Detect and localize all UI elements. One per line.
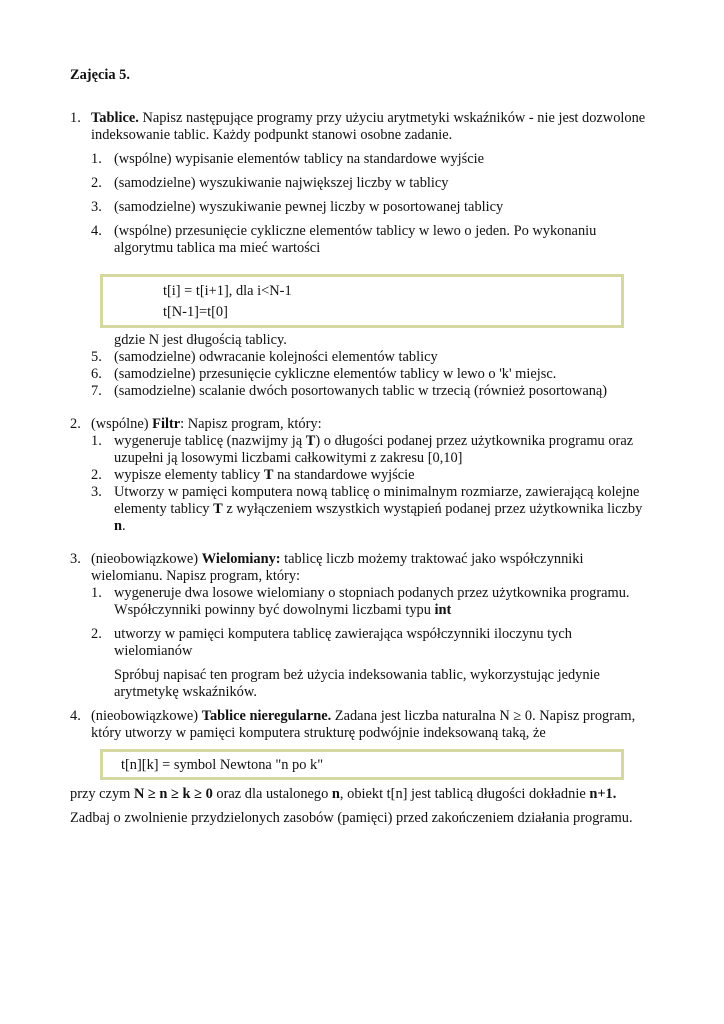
item-number: 1. bbox=[91, 433, 102, 449]
formula-line: t[N-1]=t[0] bbox=[163, 304, 228, 320]
task3-item2: utworzy w pamięci komputera tablicę zawierająca współczynniki iloczynu tych bbox=[114, 626, 572, 642]
item-number: 2. bbox=[91, 467, 102, 483]
task4-final-note: Zadbaj o zwolnienie przydzielonych zasobów (pamięci) przed zakończeniem działania programu. bbox=[70, 810, 633, 826]
task1-item4-cont: algorytmu tablica ma mieć wartości bbox=[114, 240, 321, 256]
item-number: 2. bbox=[91, 626, 102, 642]
task3-hint: Spróbuj napisać ten program beż użycia indeksowania tablic, wykorzystując jedynie bbox=[114, 667, 600, 683]
task-number: 3. bbox=[70, 551, 81, 567]
item-number: 1. bbox=[91, 585, 102, 601]
task2-item3: Utworzy w pamięci komputera nową tablicę o minimalnym rozmiarze, zawierającą kolejne bbox=[114, 484, 640, 500]
page-title: Zajęcia 5. bbox=[70, 67, 130, 83]
task1-note: gdzie N jest długością tablicy. bbox=[114, 332, 287, 348]
task-number: 4. bbox=[70, 708, 81, 724]
task4-intro: (nieobowiązkowe) Tablice nieregularne. Zadana jest liczba naturalna N ≥ 0. Napisz program, bbox=[91, 708, 636, 724]
task2-item1: wygeneruje tablicę (nazwijmy ją T) o długości podanej przez użytkownika programu oraz bbox=[114, 433, 634, 449]
task1-item4: (wspólne) przesunięcie cykliczne elementów tablicy w lewo o jeden. Po wykonaniu bbox=[114, 223, 597, 239]
task1-item7: (samodzielne) scalanie dwóch posortowanych tablic w trzecią (również posortowaną) bbox=[114, 383, 608, 399]
task2-item1-cont: uzupełni ją losowymi liczbami całkowitymi z zakresu [0,10] bbox=[114, 450, 463, 466]
formula-line: t[n][k] = symbol Newtona "n po k" bbox=[121, 757, 324, 773]
formula-line: t[i] = t[i+1], dla i<N-1 bbox=[163, 283, 292, 299]
item-number: 3. bbox=[91, 484, 102, 500]
task2-item3-cont: elementy tablicy T z wyłączeniem wszystkich wystąpień podanej przez użytkownika liczby bbox=[114, 501, 643, 517]
task1-intro: Tablice. Napisz następujące programy przy użyciu arytmetyki wskaźników - nie jest dozwolone bbox=[91, 110, 646, 126]
item-number: 6. bbox=[91, 366, 102, 382]
task2-item2: wypisze elementy tablicy T na standardowe wyjście bbox=[114, 467, 415, 483]
task1-item1: (wspólne) wypisanie elementów tablicy na standardowe wyjście bbox=[114, 151, 485, 167]
task3-item2-cont: wielomianów bbox=[114, 643, 193, 659]
task2-item3-end: n. bbox=[114, 518, 126, 534]
task3-intro: (nieobowiązkowe) Wielomiany: tablicę liczb możemy traktować jako współczynniki bbox=[91, 551, 584, 567]
item-number: 2. bbox=[91, 175, 102, 191]
task3-intro-cont: wielomianu. Napisz program, który: bbox=[91, 568, 301, 584]
task1-item5: (samodzielne) odwracanie kolejności elementów tablicy bbox=[114, 349, 438, 365]
item-number: 7. bbox=[91, 383, 102, 399]
task1-item3: (samodzielne) wyszukiwanie pewnej liczby w posortowanej tablicy bbox=[114, 199, 504, 215]
task3-hint-cont: arytmetykę wskaźników. bbox=[114, 684, 257, 700]
task3-item1-cont: Współczynniki powinny być dowolnymi liczbami typu int bbox=[114, 602, 452, 618]
task-number: 2. bbox=[70, 416, 81, 432]
task1-intro-cont: indeksowanie tablic. Każdy podpunkt stanowi osobne zadanie. bbox=[91, 127, 453, 143]
item-number: 1. bbox=[91, 151, 102, 167]
item-number: 3. bbox=[91, 199, 102, 215]
task2-intro: (wspólne) Filtr: Napisz program, który: bbox=[91, 416, 322, 432]
item-number: 5. bbox=[91, 349, 102, 365]
task4-condition: przy czym N ≥ n ≥ k ≥ 0 oraz dla ustalonego n, obiekt t[n] jest tablicą długości dokładnie n+1. bbox=[70, 786, 617, 802]
task-number: 1. bbox=[70, 110, 81, 126]
item-number: 4. bbox=[91, 223, 102, 239]
task1-item2: (samodzielne) wyszukiwanie największej liczby w tablicy bbox=[114, 175, 449, 191]
task1-item6: (samodzielne) przesunięcie cykliczne elementów tablicy w lewo o 'k' miejsc. bbox=[114, 366, 557, 382]
task3-item1: wygeneruje dwa losowe wielomiany o stopniach podanych przez użytkownika programu. bbox=[114, 585, 630, 601]
task4-intro-cont: który utworzy w pamięci komputera strukturę podwójnie indeksowaną taką, że bbox=[91, 725, 546, 741]
